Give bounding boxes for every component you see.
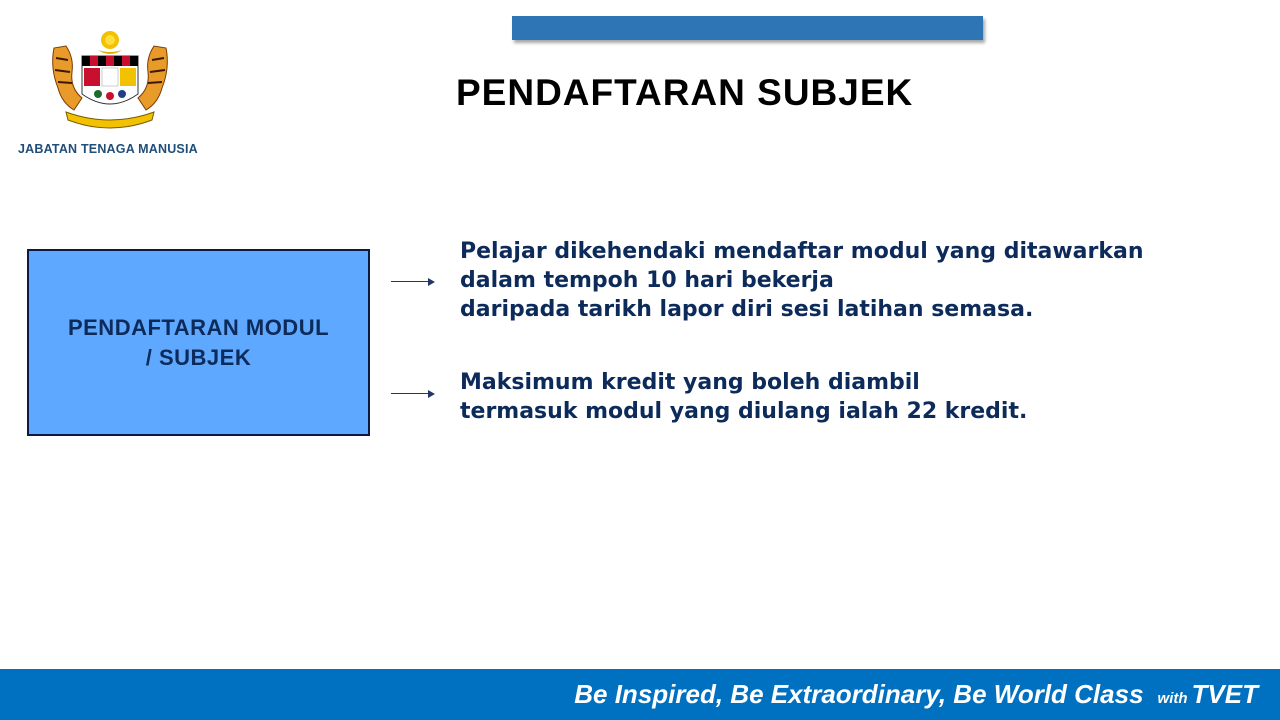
footer-slogan — [574, 679, 1258, 710]
point-max-credit — [460, 368, 1260, 426]
slogan-brand: TVET — [1191, 679, 1258, 709]
point-line: termasuk modul yang diulang ialah 22 kredit. — [460, 399, 1028, 424]
organization-name: JABATAN TENAGA MANUSIA — [18, 142, 198, 156]
point-line: daripada tarikh lapor diri sesi latihan semasa. — [460, 297, 1034, 322]
arrow-right-icon — [391, 278, 435, 286]
footer-banner — [0, 669, 1280, 720]
point-registration-period — [460, 237, 1260, 324]
point-line: Maksimum kredit yang boleh diambil — [460, 370, 920, 395]
slogan-text: Be Inspired, Be Extraordinary, Be World Class — [574, 679, 1144, 709]
point-line: dalam tempoh 10 hari bekerja — [460, 268, 834, 293]
registration-box — [27, 249, 370, 436]
point-line: Pelajar dikehendaki mendaftar modul yang ditawarkan — [460, 239, 1144, 264]
coat-of-arms-logo — [48, 28, 172, 132]
arrow-right-icon — [391, 390, 435, 398]
page-title: PENDAFTARAN SUBJEK — [456, 72, 914, 113]
box-label-line-2: / SUBJEK — [145, 344, 252, 370]
header-accent-bar — [512, 16, 983, 40]
box-label-line-1: PENDAFTARAN MODUL — [67, 314, 330, 340]
slogan-with: with — [1157, 690, 1188, 707]
